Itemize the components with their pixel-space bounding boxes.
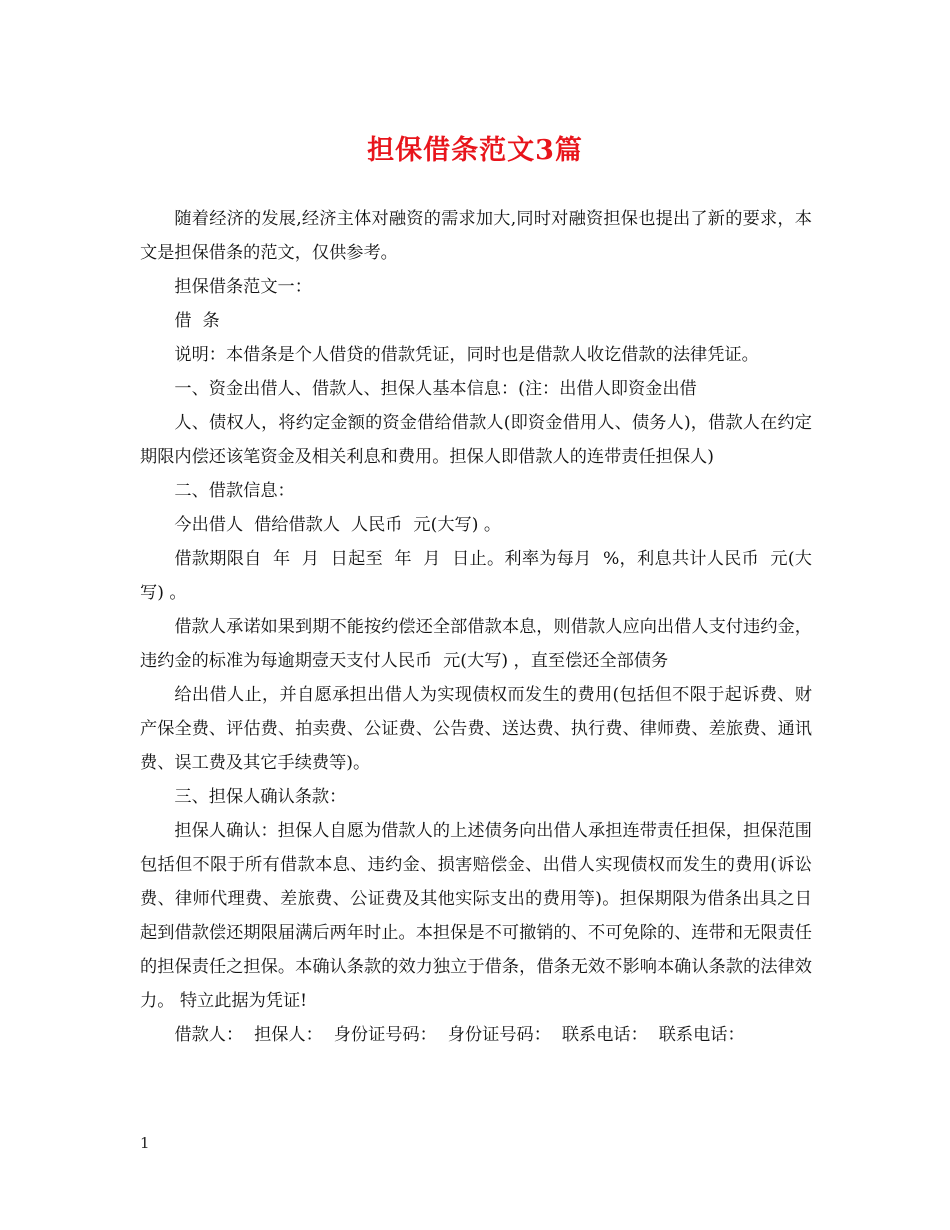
page-number: 1 xyxy=(140,1134,150,1152)
paragraph-loan-term: 借款期限自 年 月 日起至 年 月 日止。利率为每月 %，利息共计人民币 元(大写) 。 xyxy=(140,549,812,603)
document-title: 担保借条范文3篇 xyxy=(367,135,583,166)
paragraph-sample-one-heading: 担保借条范文一： xyxy=(174,277,312,297)
paragraph-explanation: 说明：本借条是个人借贷的借款凭证，同时也是借款人收讫借款的法律凭证。 xyxy=(174,345,759,365)
paragraph-intro: 随着经济的发展,经济主体对融资的需求加大,同时对融资担保也提出了新的要求，本文是担保借条的范文，仅供参考。 xyxy=(140,209,812,263)
paragraph-section-two: 二、借款信息： xyxy=(174,481,295,501)
paragraph-signature-line: 借款人： 担保人： 身份证号码： 身份证号码： 联系电话： 联系电话： xyxy=(174,1025,745,1045)
paragraph-costs: 给出借人止，并自愿承担出借人为实现债权而发生的费用(包括但不限于起诉费、财产保全费、评估费、拍卖费、公证费、公告费、送达费、执行费、律师费、差旅费、通讯费、误工费及其它手续费等)。 xyxy=(140,685,812,773)
paragraph-borrower-promise: 借款人承诺如果到期不能按约偿还全部借款本息，则借款人应向出借人支付违约金，违约金的标准为每逾期壹天支付人民币 元(大写) ，直至偿还全部债务 xyxy=(140,617,812,671)
paragraph-section-three: 三、担保人确认条款： xyxy=(174,787,347,807)
paragraph-guarantor-confirmation: 担保人确认：担保人自愿为借款人的上述债务向出借人承担连带责任担保，担保范围包括但不限于所有借款本息、违约金、损害赔偿金、出借人实现债权而发生的费用(诉讼费、律师代理费、差旅费、公证费及其他实际支出的费用等)。担保期限为借条出具之日起到借款偿还期限届满后两年时止。本担保是不可撤销的、不可免除的、连带和无限责任的担保责任之担保。本确认条款的效力独立于借条，借条无效不影响本确认条款的法律效力。 特立此据为凭证! xyxy=(140,821,812,1011)
paragraph-loan-amount: 今出借人 借给借款人 人民币 元(大写) 。 xyxy=(174,515,502,535)
paragraph-iou-heading: 借 条 xyxy=(174,311,220,331)
paragraph-section-one: 一、资金出借人、借款人、担保人基本信息：(注：出借人即资金出借 xyxy=(174,379,697,399)
document-body xyxy=(140,202,812,1052)
paragraph-section-one-detail: 人、债权人，将约定金额的资金借给借款人(即资金借用人、债务人)，借款人在约定期限内偿还该笔资金及相关利息和费用。担保人即借款人的连带责任担保人) xyxy=(140,413,812,467)
